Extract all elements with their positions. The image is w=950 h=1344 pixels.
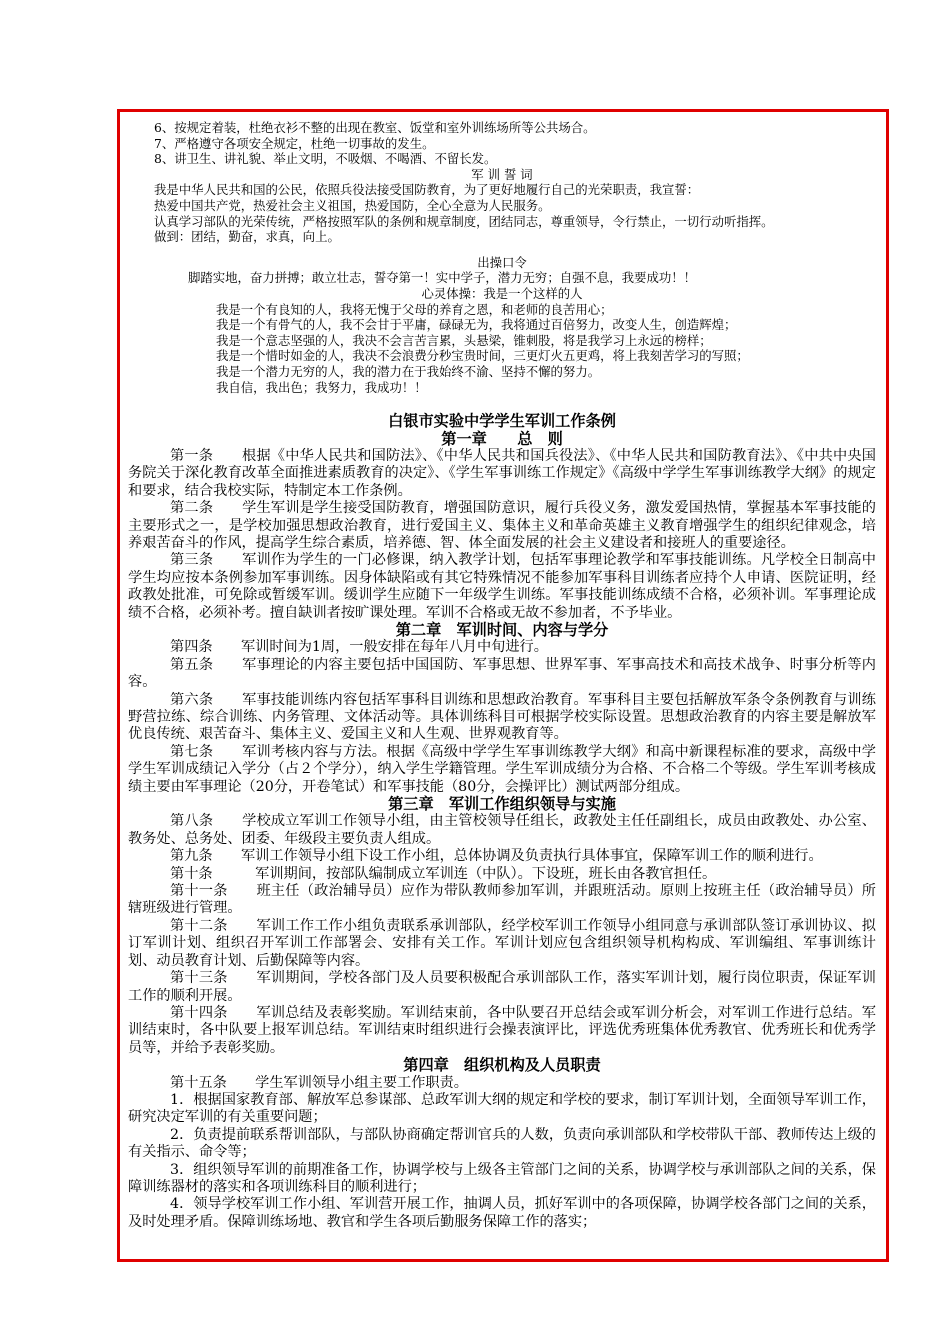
heart-line: 我是一个有骨气的人，我不会甘于平庸，碌碌无为，我将通过百倍努力，改变人生，创造辉煌； — [216, 317, 737, 333]
oath-title: 军 训 誓 词 — [471, 166, 533, 182]
article: 第六条 军事技能训练内容包括军事科目训练和思想政治教育。军事科目主要包括解放军条令条例教育与训练野营拉练、综合训练、内务管理、文体活动等。具体训练科目可根据学校实际设置。思想政治教育的内容主要是解放军优良传统、艰苦奋斗、集体主义、爱国主义和人生观、世界观教育等。 — [128, 691, 876, 743]
article: 第二条 学生军训是学生接受国防教育，增强国防意识，履行兵役义务，激发爱国热情，掌握基本军事技能的主要形式之一，是学校加强思想政治教育，进行爱国主义、集体主义和革命英雄主义教育增强学生的组织纪律观念，培养艰苦奋斗的作风，提高学生综合素质，培养德、智、体全面发展的社会主义建设者和接班人的重要途径。 — [128, 500, 876, 551]
document-content — [128, 120, 876, 1231]
oath-line: 认真学习部队的光荣传统，严格按照军队的条例和规章制度，团结同志，尊重领导，令行禁止，一切行动听指挥。 — [154, 213, 774, 229]
article: 第一条 根据《中华人民共和国防法》、《中华人民共和国兵役法》、《中华人民共和国防教育法》、《中共中央国务院关于深化教育改革全面推进素质教育的决定》、《学生军事训练工作规定》《高级中学学生军事训练教学大纲》的规定和要求，结合我校实际，特制定本工作条例。 — [128, 447, 876, 499]
duty-item: 1．根据国家教育部、解放军总参谋部、总政军训大纲的规定和学校的要求，制订军训计划，全面领导军训工作，研究决定军训的有关重要问题； — [128, 1091, 876, 1126]
heart-line: 我是一个有良知的人，我将无愧于父母的养育之恩，和老师的良苦用心； — [216, 301, 613, 317]
heart-line: 我自信，我出色；我努力，我成功！！ — [216, 379, 427, 395]
article: 第三条 军训作为学生的一门必修课，纳入教学计划，包括军事理论教学和军事技能训练。凡学校全日制高中学生均应按本条例参加军事训练。因身体缺陷或有其它特殊情况不能参加军事科目训练者应持个人申请、医院证明，经政教处批准，可免除或暂缓军训。缓训学生应随下一年级学生训练。军事技能训练成绩不合格，必须补训。军事理论成绩不合格，必须补考。擅自缺训者按旷课处理。军训不合格或无故不参加者，不予毕业。 — [128, 552, 876, 621]
drill-line: 脚踏实地，奋力拼搏；敢立壮志，誓夺第一！实中学子，潜力无穷；自强不息，我要成功！！ — [188, 270, 697, 286]
article: 第十三条 军训期间，学校各部门及人员要积极配合承训部队工作，落实军训计划，履行岗位职责，保证军训工作的顺利开展。 — [128, 970, 876, 1004]
heart-line: 我是一个意志坚强的人，我决不会言苦言累，头悬梁，锥刺股，将是我学习上永远的榜样； — [216, 332, 712, 348]
article: 第九条 军训工作领导小组下设工作小组，总体协调及负责执行具体事宜，保障军训工作的顺利进行。 — [170, 848, 823, 865]
duty-item: 4．领导学校军训工作小组、军训营开展工作，抽调人员，抓好军训中的各项保障，协调学校各部门之间的关系，及时处理矛盾。保障训练场地、教官和学生各项后勤服务保障工作的落实； — [128, 1196, 876, 1230]
chapter-title: 第四章 组织机构及人员职责 — [403, 1056, 601, 1075]
document-frame — [117, 109, 889, 1262]
oath-line: 热爱中国共产党，热爱社会主义祖国，热爱国防，全心全意为人民服务。 — [154, 197, 551, 213]
oath-line: 我是中华人民共和国的公民，依照兵役法接受国防教育，为了更好地履行自己的光荣职责，我宣誓： — [154, 182, 700, 198]
article: 第四条 军训时间为1周，一般安排在每年八月中旬进行。 — [170, 639, 548, 656]
chapter-title: 第三章 军训工作组织领导与实施 — [388, 795, 616, 814]
rule-7: 7、严格遵守各项安全规定，杜绝一切事故的发生。 — [154, 135, 435, 151]
duty-item: 3．组织领导军训的前期准备工作，协调学校与上级各主管部门之间的关系，协调学校与承训部队之间的关系，保障训练器材的落实和各项训练科目的顺利进行； — [128, 1161, 876, 1195]
article: 第十四条 军训总结及表彰奖励。军训结束前，各中队要召开总结会或军训分析会，对军训工作进行总结。军训结束时，各中队要上报军训总结。军训结束时组织进行会操表演评比，评选优秀班集体优秀教官、优秀班长和优秀学员等，并给予表彰奖励。 — [128, 1004, 876, 1056]
oath-line: 做到：团结，勤奋，求真，向上。 — [154, 229, 340, 245]
article: 第五条 军事理论的内容主要包括中国国防、军事思想、世界军事、军事高技术和高技术战争、时事分析等内容。 — [128, 656, 876, 691]
heart-line: 我是一个惜时如金的人，我决不会浪费分秒宝贵时间，三更灯火五更鸡，将上我刻苦学习的写照； — [216, 348, 749, 364]
heart-title: 心灵体操：我是一个这样的人 — [421, 285, 583, 301]
article: 第八条 学校成立军训工作领导小组，由主管校领导任组长，政教处主任任副组长，成员由政教处、办公室、教务处、总务处、团委、年级段主要负责人组成。 — [128, 813, 876, 847]
chapter-title: 第二章 军训时间、内容与学分 — [395, 620, 609, 639]
rule-6: 6、按规定着装，杜绝衣衫不整的出现在教室、饭堂和室外训练场所等公共场合。 — [154, 120, 596, 135]
article: 第七条 军训考核内容与方法。根据《高级中学学生军事训练教学大纲》和高中新课程标准的要求，高级中学学生军训成绩记入学分（占２个学分），纳入学生学籍管理。学生军训成绩分为合格、不合格二个等级。学生军训考核成绩主要由军事理论（20分，开卷笔试）和军事技能（80分，会操评比）测试两部分组成。 — [128, 743, 876, 795]
article: 第十条 军训期间，按部队编制成立军训连（中队）。下设班，班长由各教官担任。 — [170, 865, 717, 882]
chapter-title: 第一章 总 则 — [441, 429, 563, 448]
drill-title: 出操口令 — [477, 254, 527, 270]
heart-line: 我是一个潜力无穷的人，我的潜力在于我始终不渝、坚持不懈的努力。 — [216, 363, 601, 379]
rule-8: 8、讲卫生、讲礼貌、举止文明，不吸烟、不喝酒、不留长发。 — [154, 151, 497, 167]
regulation-title: 白银市实验中学学生军训工作条例 — [388, 412, 616, 431]
article: 第十五条 学生军训领导小组主要工作职责。 — [170, 1074, 468, 1091]
duty-item: 2．负责提前联系帮训部队，与部队协商确定帮训官兵的人数，负责向承训部队和学校带队干部、教师传达上级的有关指示、命令等； — [128, 1126, 876, 1161]
article: 第十一条 班主任（政治辅导员）应作为带队教师参加军训，并跟班活动。原则上按班主任（政治辅导员）所辖班级进行管理。 — [128, 883, 876, 917]
article: 第十二条 军训工作工作小组负责联系承训部队，经学校军训工作领导小组同意与承训部队签订承训协议、拟订军训计划、组织召开军训工作部署会、安排有关工作。军训计划应包含组织领导机构构成、军训编组、军事训练计划、动员教育计划、后勤保障等内容。 — [128, 917, 876, 969]
